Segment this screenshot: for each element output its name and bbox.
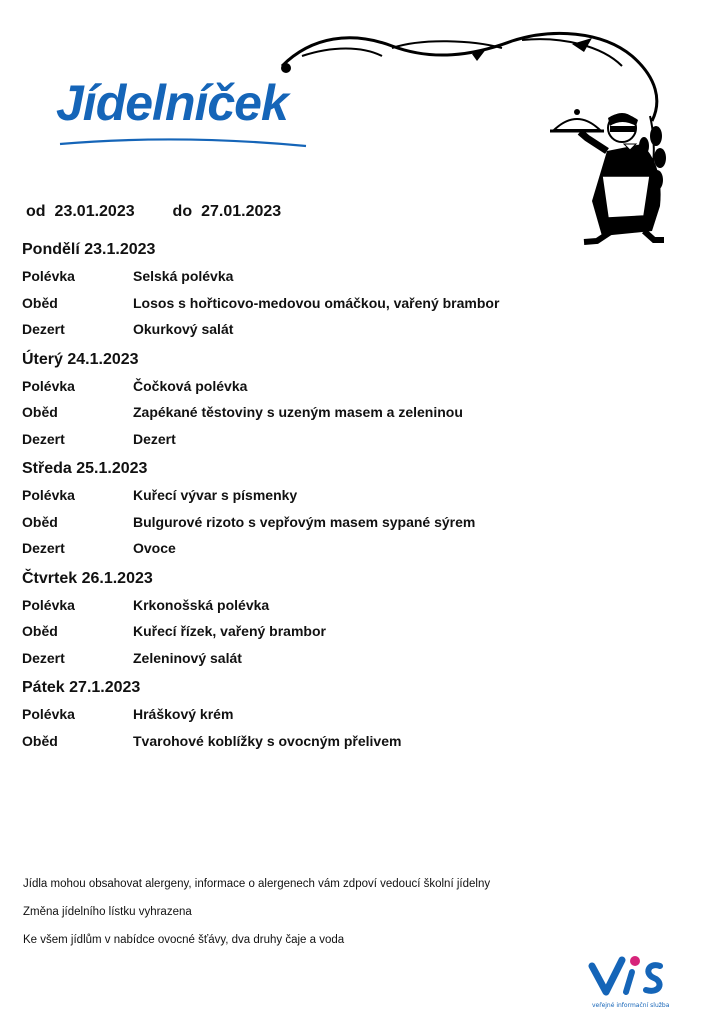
logo-tagline: veřejné informační služba [592, 1002, 670, 1009]
menu-row [22, 399, 662, 426]
vis-logo [588, 952, 703, 1012]
day-title: Úterý 24.1.2023 [22, 350, 139, 368]
menu-dish: Losos s hořticovo-medovou omáčkou, vařený brambor [133, 294, 500, 311]
menu-dish: Zapékané těstoviny s uzeným masem a zeleninou [133, 404, 463, 421]
change-note: Změna jídelního lístku vyhrazena [23, 906, 192, 918]
menu-row [22, 592, 662, 619]
day-section [22, 349, 662, 453]
drinks-note: Ke všem jídlům v nabídce ovocné šťávy, dva druhy čaje a voda [23, 934, 345, 946]
menu-row [22, 728, 662, 755]
menu-row [22, 263, 662, 290]
menu-category: Oběd [22, 404, 58, 421]
menu-category: Dezert [22, 649, 65, 666]
day-section [22, 239, 662, 343]
menu-row [22, 618, 662, 645]
menu-dish: Kuřecí řízek, vařený brambor [133, 623, 326, 640]
menu-dish: Hráškový krém [133, 706, 234, 723]
menu-category: Polévka [22, 706, 75, 723]
menu-category: Oběd [22, 623, 58, 640]
day-title: Pondělí 23.1.2023 [22, 241, 156, 258]
menu-dish: Čočková polévka [133, 377, 248, 394]
menu-row [22, 373, 662, 400]
date-from-label: od [26, 203, 46, 220]
menu-category: Oběd [22, 732, 58, 749]
day-section [22, 458, 662, 562]
day-title: Středa 25.1.2023 [22, 460, 148, 477]
date-to-label: do [172, 203, 193, 220]
day-section [22, 568, 662, 672]
footer-notes [23, 878, 490, 962]
menu-category: Dezert [22, 540, 65, 557]
menu-dish: Okurkový salát [133, 321, 234, 338]
menu-category: Polévka [22, 487, 75, 504]
menu-row [22, 701, 662, 728]
day-title: Pátek 27.1.2023 [22, 679, 141, 696]
date-to: 27.01.2023 [201, 203, 282, 220]
menu-row [22, 645, 662, 672]
day-title: Čtvrtek 26.1.2023 [22, 569, 153, 587]
menu-dish: Ovoce [133, 540, 176, 557]
waiter-illustration [272, 26, 682, 251]
menu-row [22, 482, 662, 509]
menu-category: Oběd [22, 294, 58, 311]
menu-row [22, 509, 662, 536]
menu-dish: Zeleninový salát [133, 649, 242, 666]
menu-dish: Krkonošská polévka [133, 596, 270, 613]
allergen-note: Jídla mohou obsahovat alergeny, informace o alergenech vám zdpoví vedoucí školní jídelny [23, 878, 491, 890]
menu-dish: Dezert [133, 430, 176, 447]
menu-category: Polévka [22, 596, 75, 613]
menu-category: Dezert [22, 321, 65, 338]
title-underline [58, 136, 308, 150]
menu-category: Dezert [22, 430, 65, 447]
menu-row [22, 290, 662, 317]
menu-dish: Selská polévka [133, 268, 234, 285]
day-section [22, 677, 662, 754]
menu-category: Oběd [22, 513, 58, 530]
menu-row [22, 426, 662, 453]
menu-row [22, 535, 662, 562]
menu-dish: Bulgurové rizoto s vepřovým masem sypané sýrem [133, 513, 476, 530]
menu-category: Polévka [22, 377, 75, 394]
date-range [26, 203, 281, 221]
menu-dish: Tvarohové koblížky s ovocným přelivem [133, 732, 402, 749]
menu-category: Polévka [22, 268, 75, 285]
menu-row [22, 316, 662, 343]
menu [22, 239, 662, 760]
menu-dish: Kuřecí vývar s písmenky [133, 487, 298, 504]
page-title: Jídelníček [56, 75, 288, 131]
date-from: 23.01.2023 [54, 203, 135, 220]
